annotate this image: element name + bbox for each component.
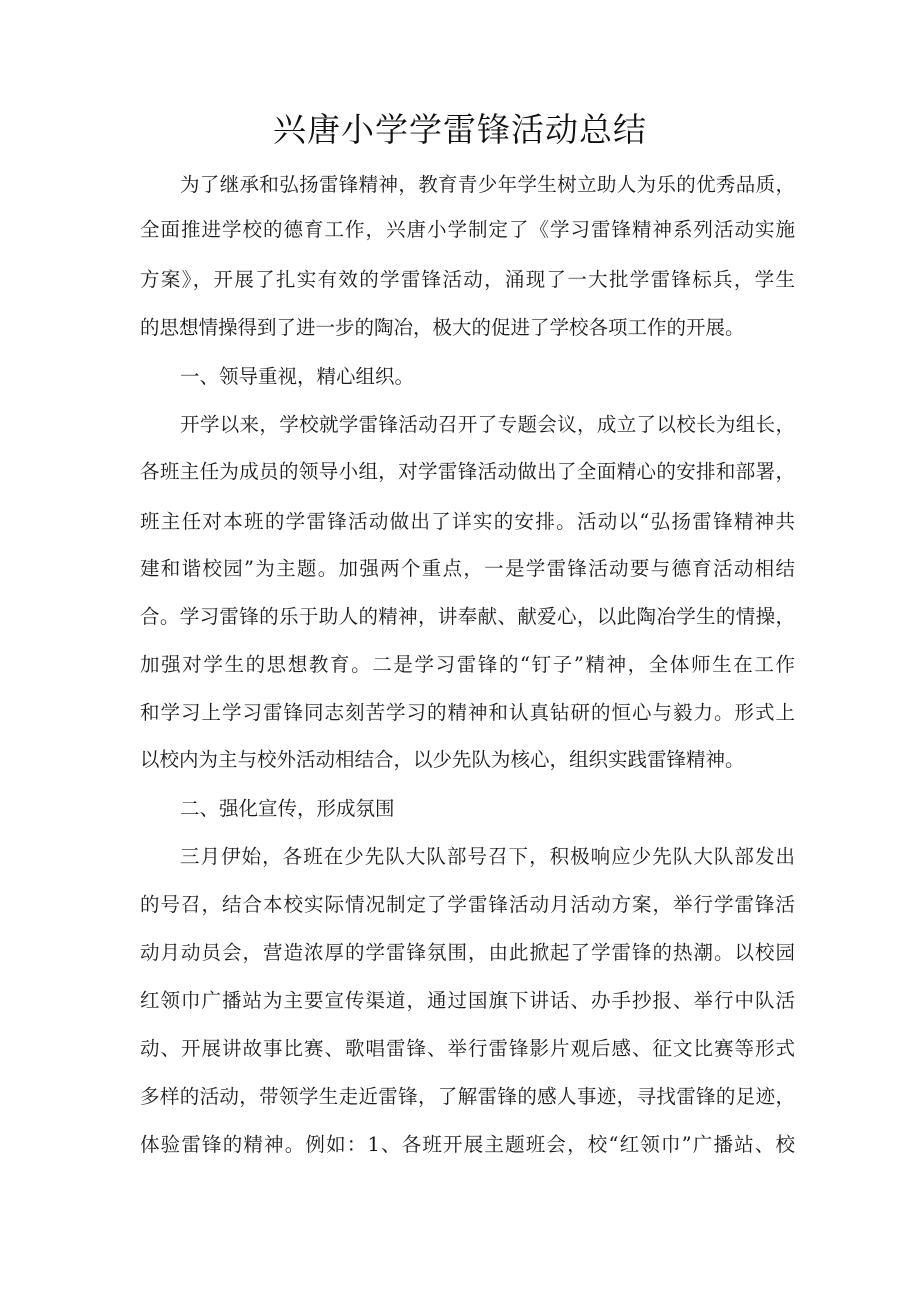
paragraph-line: 建和谐校园”为主题。加强两个重点，一是学雷锋活动要与德育活动相结 xyxy=(140,557,795,580)
paragraph-line: 班主任对本班的学雷锋活动做出了详实的安排。活动以“弘扬雷锋精神共 xyxy=(140,510,795,533)
paragraph-line: 动月动员会，营造浓厚的学雷锋氛围，由此掀起了学雷锋的热潮。以校园 xyxy=(140,941,795,964)
document-title: 兴唐小学学雷锋活动总结 xyxy=(273,110,647,149)
paragraph-line: 红领巾广播站为主要宣传渠道，通过国旗下讲话、办手抄报、举行中队活 xyxy=(140,989,795,1012)
paragraph-line: 的思想情操得到了进一步的陶冶，极大的促进了学校各项工作的开展。 xyxy=(140,316,745,339)
paragraph-line: 以校内为主与校外活动相结合，以少先队为核心，组织实践雷锋精神。 xyxy=(140,748,745,771)
paragraph-line: 为了继承和弘扬雷锋精神，教育青少年学生树立助人为乐的优秀品质， xyxy=(180,173,795,196)
section-heading: 二、强化宣传，形成氛围 xyxy=(180,797,395,820)
paragraph-line: 开学以来，学校就学雷锋活动召开了专题会议，成立了以校长为组长， xyxy=(180,413,795,436)
paragraph-line: 加强对学生的思想教育。二是学习雷锋的“钉子”精神，全体师生在工作 xyxy=(140,653,795,676)
paragraph-line: 合。学习雷锋的乐于助人的精神，讲奉献、献爱心，以此陶冶学生的情操， xyxy=(140,605,795,628)
section-heading: 一、领导重视，精心组织。 xyxy=(180,365,415,388)
paragraph-line: 三月伊始，各班在少先队大队部号召下，积极响应少先队大队部发出 xyxy=(180,845,795,868)
paragraph-line: 多样的活动，带领学生走近雷锋，了解雷锋的感人事迹，寻找雷锋的足迹， xyxy=(140,1085,795,1108)
paragraph-line: 的号召，结合本校实际情况制定了学雷锋活动月活动方案，举行学雷锋活 xyxy=(140,893,795,916)
paragraph-line: 方案》，开展了扎实有效的学雷锋活动，涌现了一大批学雷锋标兵，学生 xyxy=(140,268,795,291)
paragraph-line: 和学习上学习雷锋同志刻苦学习的精神和认真钻研的恒心与毅力。形式上 xyxy=(140,701,795,724)
paragraph-line: 各班主任为成员的领导小组，对学雷锋活动做出了全面精心的安排和部署， xyxy=(140,460,795,483)
paragraph-line: 动、开展讲故事比赛、歌唱雷锋、举行雷锋影片观后感、征文比赛等形式 xyxy=(140,1037,795,1060)
paragraph-line: 体验雷锋的精神。例如：1、各班开展主题班会，校“红领巾”广播站、校 xyxy=(140,1133,795,1156)
paragraph-line: 全面推进学校的德育工作，兴唐小学制定了《学习雷锋精神系列活动实施 xyxy=(140,218,795,241)
